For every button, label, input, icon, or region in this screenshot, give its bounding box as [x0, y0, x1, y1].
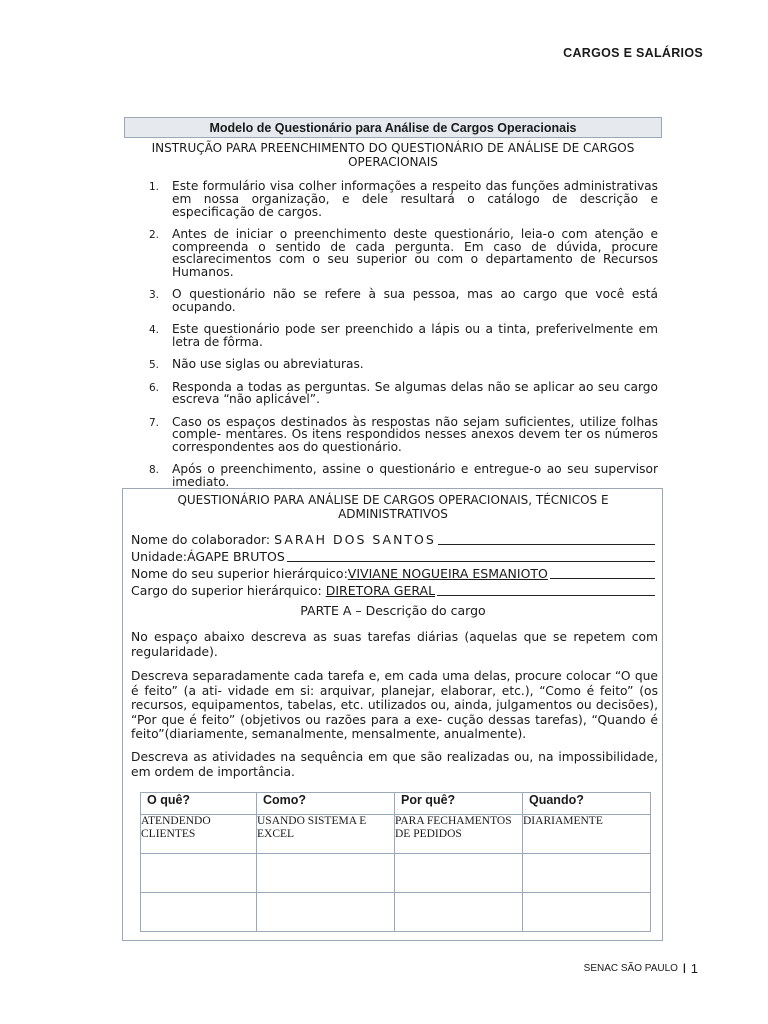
superior-name-value: VIVIANE NOGUEIRA ESMANIOTO — [347, 566, 548, 581]
list-item — [149, 226, 658, 280]
footer-separator: | — [682, 963, 686, 974]
list-item — [149, 462, 658, 490]
item-number: 2. — [149, 228, 160, 241]
superior-name-field[interactable] — [131, 566, 655, 581]
list-item — [149, 357, 658, 372]
page-footer — [584, 961, 698, 976]
table-header-row — [141, 793, 651, 815]
fill-line — [550, 566, 655, 579]
unit-field[interactable] — [131, 549, 655, 564]
fill-line — [437, 583, 655, 596]
item-text: Após o preenchimento, assine o questionário e entregue-o ao seu supervisor imediato. — [172, 462, 658, 490]
unit-value: ÁGAPE BRUTOS — [186, 549, 285, 564]
superior-role-value: DIRETORA GERAL — [325, 583, 436, 598]
item-text: Antes de iniciar o preenchimento deste questionário, leia-o com atenção e compreenda o sentido de cada pergunta. Em caso de dúvida, procure esclarecimentos com o seu superior ou com o departamento de Recursos Humanos. — [172, 226, 658, 280]
table-cell[interactable]: USANDO SISTEMA E EXCEL — [257, 815, 395, 854]
item-number: 5. — [149, 359, 160, 372]
table-row — [141, 815, 651, 854]
document-header-title: CARGOS E SALÁRIOS — [563, 46, 703, 60]
instruction-paragraph: Descreva as atividades na sequência em que são realizadas ou, na impossibilidade, em ordem de importância. — [131, 750, 658, 779]
table-cell[interactable] — [141, 893, 257, 932]
item-text: Este formulário visa colher informações a respeito das funções administrativas em nossa organização, e dele resultará o catálogo de descrição e especificação de cargos. — [172, 179, 658, 219]
table-cell[interactable] — [141, 854, 257, 893]
table-cell[interactable] — [523, 893, 651, 932]
item-text: O questionário não se refere à sua pessoa, mas ao cargo que você está ocupando. — [172, 287, 658, 315]
instructions-list — [149, 179, 658, 490]
table-cell[interactable]: PARA FECHAMENTOS DE PEDIDOS — [395, 815, 523, 854]
unit-label: Unidade: — [131, 549, 187, 564]
item-text: Responda a todas as perguntas. Se algumas delas não se aplicar ao seu cargo escreva “não aplicável”. — [172, 379, 658, 407]
table-row — [141, 854, 651, 893]
list-item — [149, 287, 658, 315]
table-row — [141, 893, 651, 932]
table-cell[interactable] — [395, 854, 523, 893]
item-number: 3. — [149, 289, 160, 302]
item-number: 4. — [149, 324, 160, 337]
table-cell[interactable] — [257, 854, 395, 893]
table-cell[interactable] — [523, 854, 651, 893]
collaborator-name-field[interactable] — [131, 532, 655, 547]
item-number: 7. — [149, 416, 160, 429]
questionnaire-model-title: Modelo de Questionário para Análise de Cargos Operacionais — [124, 117, 662, 138]
questionnaire-heading: QUESTIONÁRIO PARA ANÁLISE DE CARGOS OPERACIONAIS, TÉCNICOS E ADMINISTRATIVOS — [177, 493, 609, 521]
tasks-table — [140, 792, 651, 932]
item-number: 1. — [149, 181, 160, 193]
table-cell[interactable]: ATENDENDO CLIENTES — [141, 815, 257, 854]
column-header-how: Como? — [257, 793, 395, 815]
fill-line — [287, 549, 655, 562]
footer-organization: SENAC SÃO PAULO — [583, 963, 678, 974]
collaborator-name-label: Nome do colaborador: — [131, 532, 271, 547]
superior-role-label: Cargo do superior hierárquico: — [131, 583, 322, 598]
instruction-paragraph: No espaço abaixo descreva as suas tarefas diárias (aquelas que se repetem com regularidade). — [131, 630, 658, 659]
column-header-why: Por quê? — [395, 793, 523, 815]
part-a-heading: PARTE A – Descrição do cargo — [300, 603, 486, 618]
item-number: 8. — [149, 464, 160, 477]
list-item — [149, 322, 658, 350]
list-item — [149, 379, 658, 407]
list-item — [149, 179, 658, 219]
table-cell[interactable] — [257, 893, 395, 932]
item-text: Este questionário pode ser preenchido a lápis ou a tinta, preferivelmente em letra de fôrma. — [172, 322, 658, 350]
list-item — [149, 414, 658, 455]
table-cell[interactable]: DIARIAMENTE — [523, 815, 651, 854]
page-number: 1 — [690, 961, 698, 976]
column-header-when: Quando? — [523, 793, 651, 815]
column-header-what: O quê? — [141, 793, 257, 815]
item-number: 6. — [149, 381, 160, 394]
instructions-heading: INSTRUÇÃO PARA PREENCHIMENTO DO QUESTIONÁRIO DE ANÁLISE DE CARGOS OPERACIONAIS — [151, 141, 635, 169]
item-text: Caso os espaços destinados às respostas não sejam suficientes, utilize folhas comple- mentares. Os itens respondidos nesses anexos devem ter os números correspondentes aos do questionário. — [172, 414, 658, 455]
collaborator-name-value: SARAH DOS SANTOS — [274, 532, 436, 547]
instruction-paragraph: Descreva separadamente cada tarefa e, em cada uma delas, procure colocar “O que é feito” (a ati- vidade em si: arquivar, planejar, elaborar, etc.), “Como é feito” (os recursos, equipamentos, tabelas, etc. utilizados ou, ainda, julgamentos ou decisões), “Por que é feito” (objetivos ou razões para a exe- cução dessas tarefas), “Quando é feito”(diariamente, semanalmente, mensalmente, anualmente). — [131, 669, 658, 741]
superior-role-field[interactable] — [131, 583, 655, 598]
fill-line — [438, 532, 655, 545]
item-text: Não use siglas ou abreviaturas. — [172, 357, 364, 372]
table-cell[interactable] — [395, 893, 523, 932]
superior-name-label: Nome do seu superior hierárquico: — [131, 566, 348, 581]
